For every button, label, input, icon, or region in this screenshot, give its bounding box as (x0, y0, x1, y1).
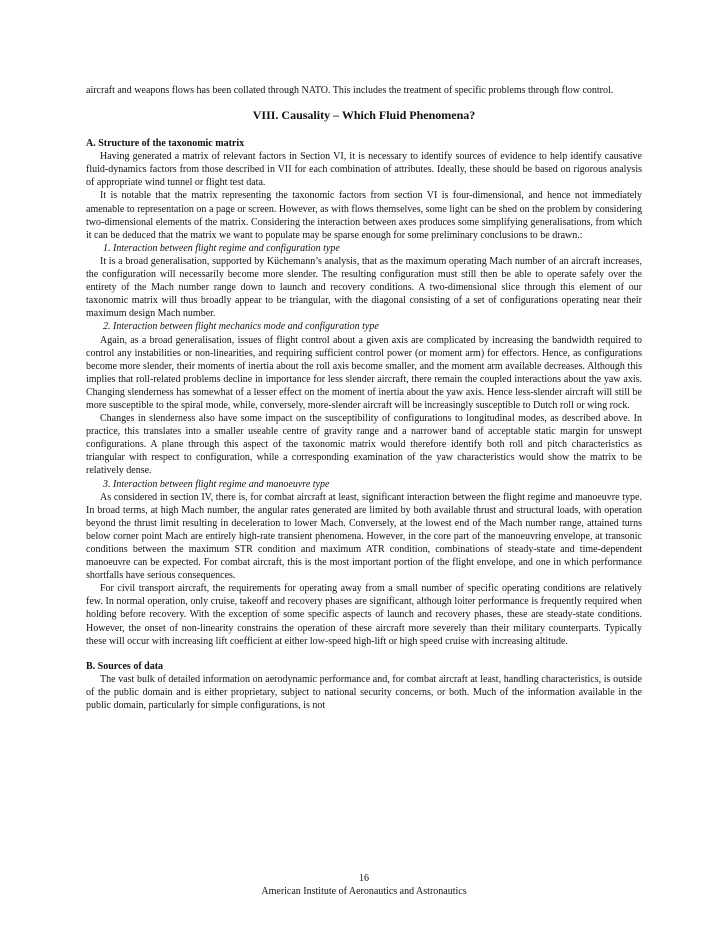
footer-organization: American Institute of Aeronautics and Astronautics (261, 886, 467, 897)
paragraph: It is a broad generalisation, supported by Küchemann’s analysis, that as the maximum operating Mach number of an aircraft increases, the configuration will necessarily become more slender. The resulting configuration must still then be able to operate safely over the entirety of the Mach number range down to launch and recovery conditions. A two-dimensional slice through this element of our taxonomic matrix will thus broadly appear to be triangular, with the diagonal consisting of a set of configurations operating near their maximum design Mach number. (86, 255, 642, 320)
intro-paragraph: aircraft and weapons flows has been collated through NATO. This includes the treatment of specific problems through flow control. (86, 85, 614, 96)
page-number: 16 (359, 873, 369, 884)
paragraph: The vast bulk of detailed information on aerodynamic performance and, for combat aircraft at least, handling characteristics, is outside of the public domain and is either proprietary, subject to national security concerns, or both. Much of the information available in the public domain, particularly for simple configurations, is not (86, 673, 642, 712)
paragraph: It is notable that the matrix representing the taxonomic factors from section VI is four-dimensional, and hence not immediately amenable to representation on a page or screen. However, as with flows themselves, some light can be shed on the problem by considering two-dimensional elements of the matrix. Considering the interaction between axes produces some simplifying generalisations, from which it can be deduced that the matrix we want to populate may be sparse enough for some preliminary conclusions to be drawn.: (86, 190, 642, 241)
paragraph: As considered in section IV, there is, for combat aircraft at least, significant interaction between the flight regime and manoeuvre type. In broad terms, at high Mach number, the angular rates generated are limited by both available thrust and structural loads, with operation beyond the thrust limit resulting in deceleration to lower Mach. Conversely, at the lowest end of the Mach number range, attained turns below corner point Mach are entirely high-rate transient phenomena. However, in the core part of the manoeuvring envelope, at transonic conditions between the maximum STR condition and maximum ATR condition, combinations of steady-state and time-dependent manoeuvre can be expected. For combat aircraft, this is the most important portion of the flight envelope, and one in which performance shortfalls have serious consequences. (86, 491, 642, 582)
list-item-heading: 3. Interaction between flight regime and manoeuvre type (103, 478, 330, 490)
paragraph: Having generated a matrix of relevant factors in Section VI, it is necessary to identify sources of evidence to help identify causative fluid-dynamics factors from those described in VII for each combination of attributes. Ideally, these should be based on rigorous analysis of appropriate wind tunnel or flight test data. (86, 151, 642, 189)
page-footer (0, 872, 728, 898)
paragraph: Changes in slenderness also have some impact on the susceptibility of configurations to longitudinal modes, as described above. In practice, this translates into a smaller useable centre of gravity range and a narrower band of acceptable static margin for unswept configurations. A plane through this aspect of the taxonomic matrix would therefore identify both roll and pitch characteristics as triangular with respect to configuration, while a corresponding examination of the yaw characteristics would show the matrix to be relatively dense. (86, 413, 642, 477)
paragraph: For civil transport aircraft, the requirements for operating away from a small number of specific operating conditions are relatively few. In normal operation, only cruise, takeoff and recovery phases are significant, although loiter performance is frequently required when holding before recovery. With the exception of some specific aspects of launch and recovery phases, these are steady-state conditions. However, the onset of non-linearity constrains the operation of these aircraft more severely than their military counterparts. Typically these will occur with increasing lift coefficient at either low-speed high-lift or high speed cruise with increasing altitude. (86, 583, 642, 647)
list-item-heading: 1. Interaction between flight regime and configuration type (103, 242, 340, 254)
subsection-a-heading: A. Structure of the taxonomic matrix (86, 138, 245, 150)
page-body (86, 84, 642, 712)
paragraph: Again, as a broad generalisation, issues of flight control about a given axis are complicated by increasing the bandwidth required to control any instabilities or non-linearities, and requiring sufficient control power (or moment arm) for effectors. Hence, as configurations become more slender, their moments of inertia about the roll axis become smaller, and the moment arm available decreases. Although this implies that roll-related problems decline in importance for less slender aircraft, there remain the coupled interactions about the yaw axis. Changing slenderness has somewhat of a lesser effect on the moment of inertia about the yaw axis. Hence less-slender aircraft will still be more susceptible to the spiral mode, while, conversely, more-slender aircraft will be increasingly susceptible to Dutch roll or wing rock. (86, 334, 642, 411)
subsection-b-heading: B. Sources of data (86, 660, 164, 672)
section-title: VIII. Causality – Which Fluid Phenomena? (252, 108, 476, 123)
list-item-heading: 2. Interaction between flight mechanics mode and configuration type (103, 321, 379, 333)
